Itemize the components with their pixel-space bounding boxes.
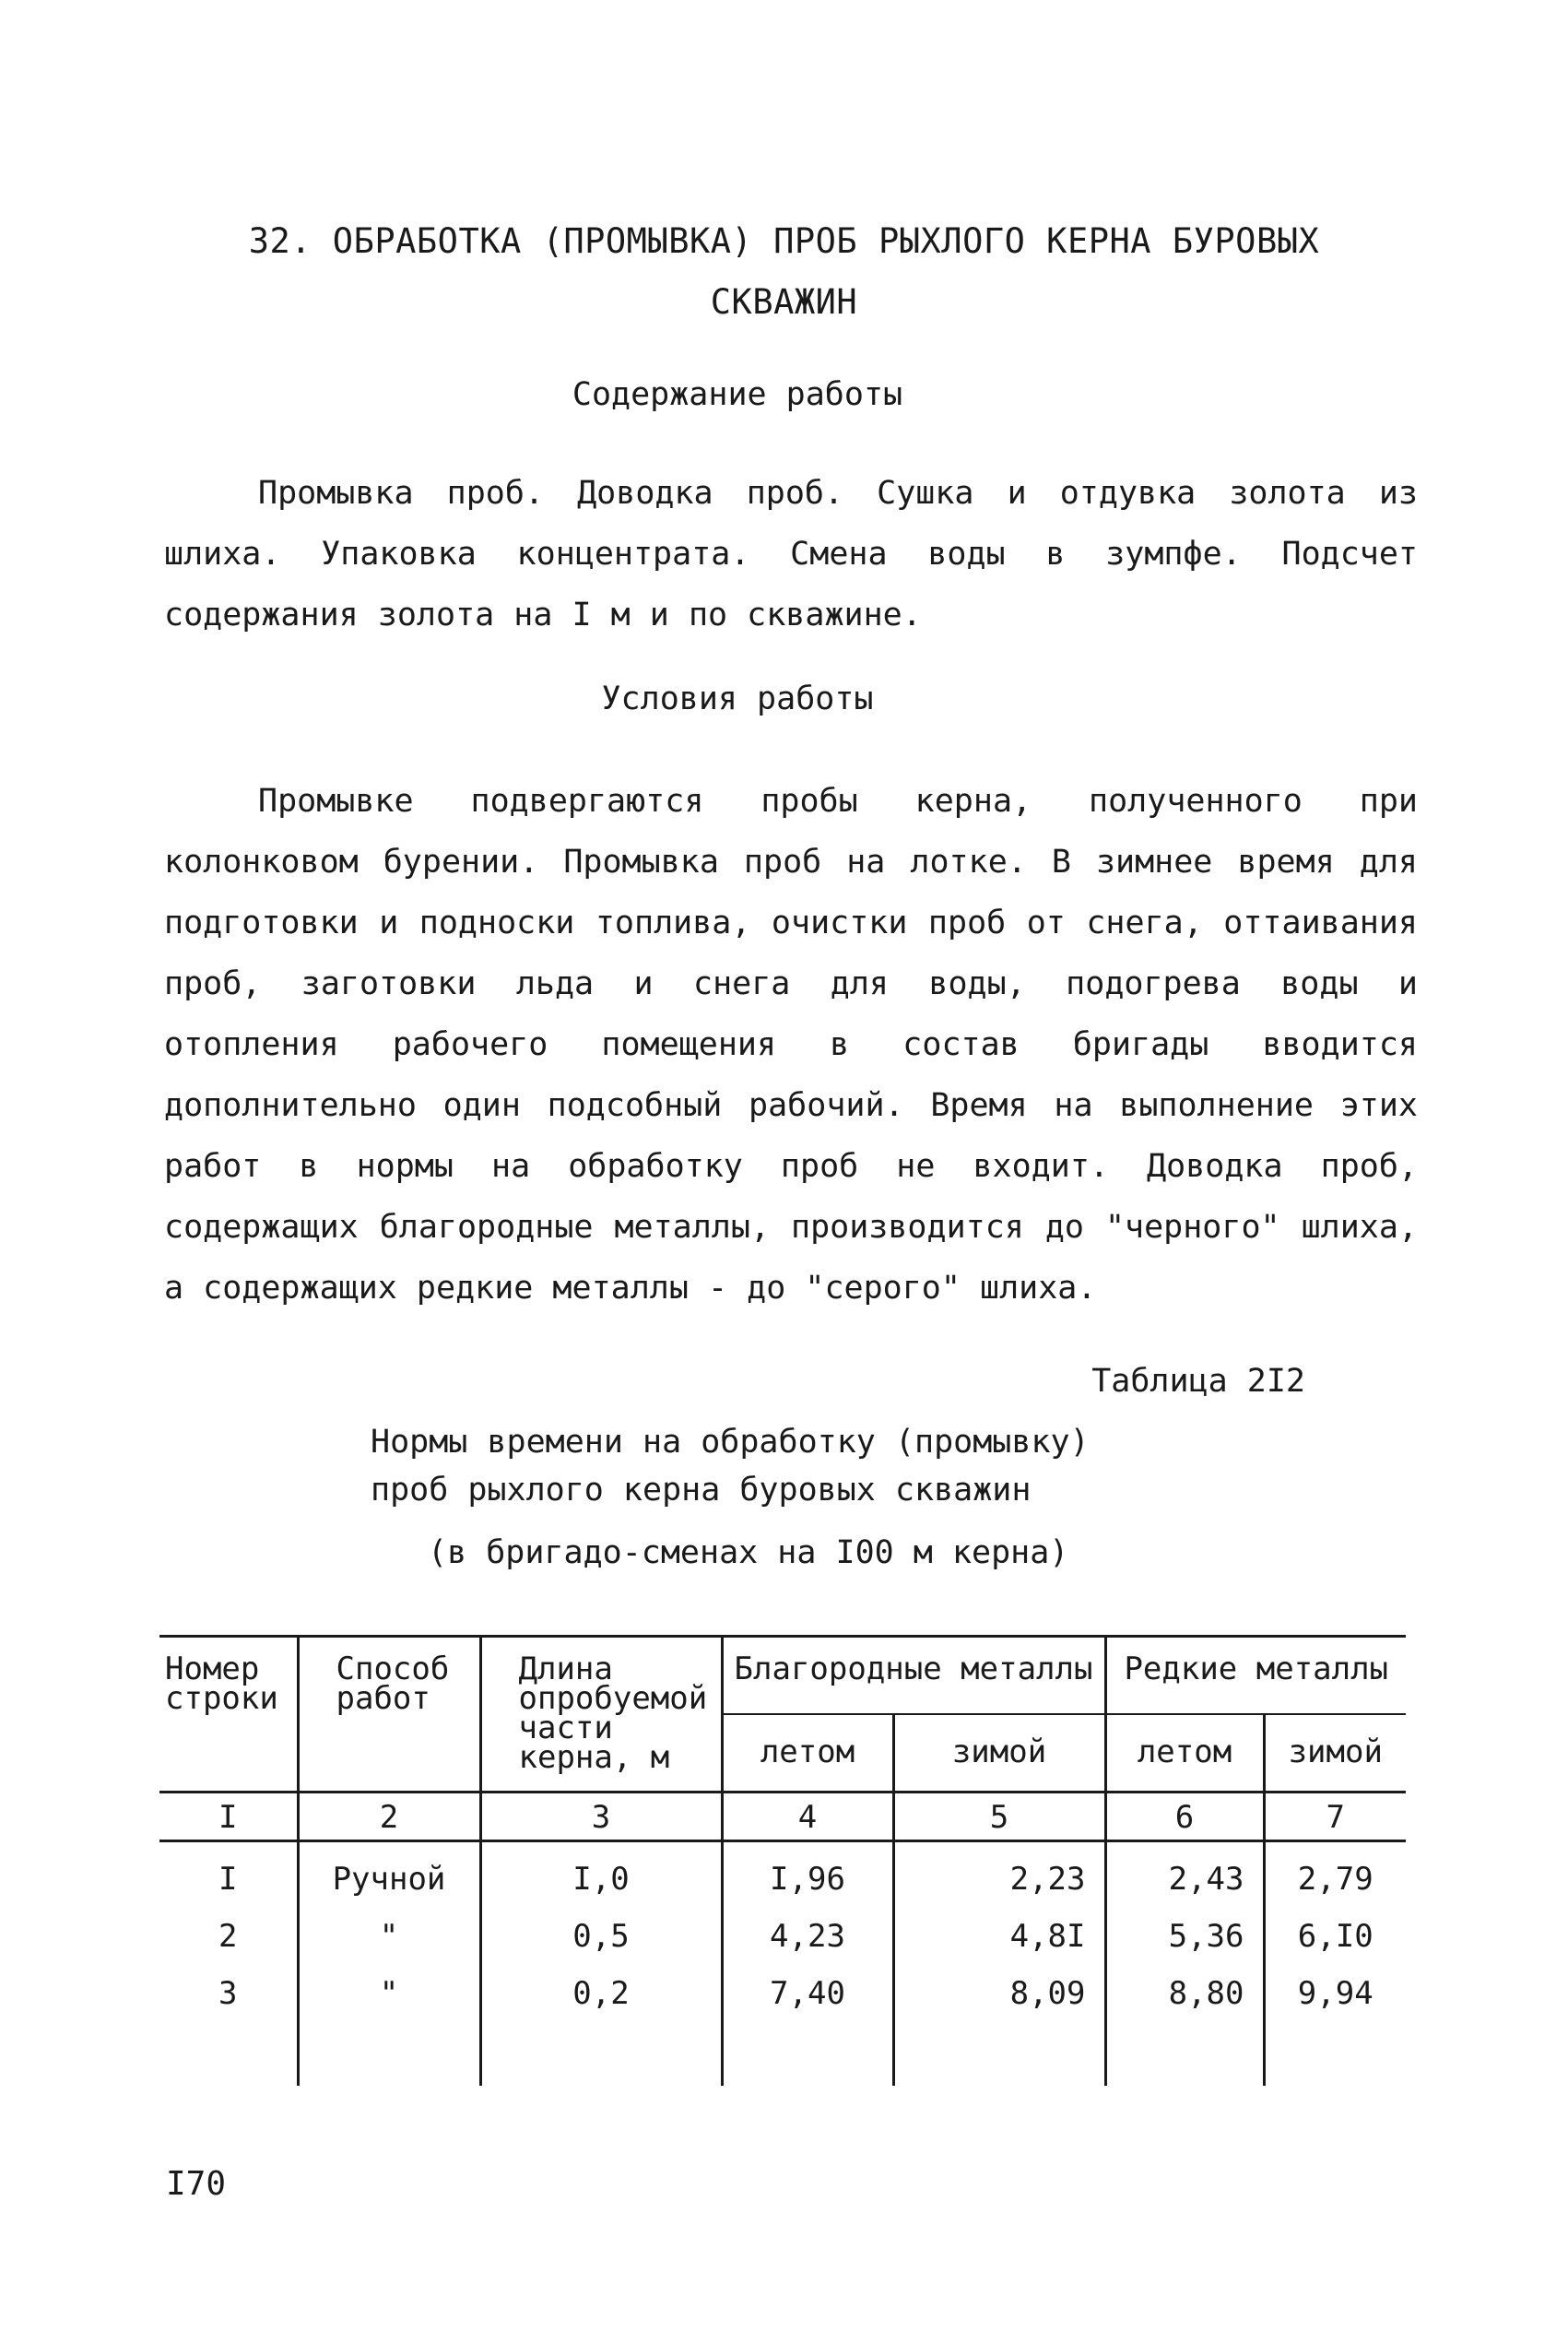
cell-length: 0,2 [480, 1955, 722, 2086]
table-label: Таблица 2I2 [1091, 1363, 1305, 1400]
cell-noble-winter: 4,8I [893, 1898, 1105, 1955]
content-heading: Содержание работы [572, 376, 903, 413]
table-row [159, 1898, 1406, 1955]
header-noble-summer: летом [722, 1714, 893, 1793]
conditions-paragraph [164, 771, 1418, 1319]
header-rare-winter: зимой [1264, 1714, 1406, 1793]
cell-noble-winter: 2,23 [893, 1841, 1105, 1899]
cell-rare-summer: 2,43 [1105, 1841, 1264, 1899]
cell-row-number: I [218, 1861, 238, 1898]
column-number-5: 5 [893, 1793, 1105, 1841]
cell-method: " [298, 1898, 480, 1955]
cell-noble-summer: 7,40 [722, 1955, 893, 2086]
header-length: Длина опробуемой части керна, м [480, 1637, 722, 1793]
table-caption-line3: (в бригадо-сменах на I00 м керна) [428, 1534, 1069, 1571]
column-number-1: I [218, 1799, 238, 1836]
page-number: I70 [166, 2165, 227, 2203]
header-noble-metals: Благородные металлы [722, 1637, 1105, 1715]
column-number-4: 4 [722, 1793, 893, 1841]
header-rare-summer: летом [1105, 1714, 1264, 1793]
column-number-7: 7 [1264, 1793, 1406, 1841]
cell-method: Ручной [298, 1841, 480, 1899]
cell-row-number: 2 [218, 1918, 238, 1955]
table-caption-line1: Нормы времени на обработку (промывку) [371, 1424, 1090, 1461]
header-row-number: Номер строки [165, 1651, 278, 1717]
cell-method: " [298, 1955, 480, 2086]
content-text: Промывка проб. Доводка проб. Сушка и отдувка золота из шлиха. Упаковка концентрата. Смена воды в зумпфе. Подсчет содержания золота на I м и по скважине. [164, 475, 1418, 633]
section-title-line2: СКВАЖИН [710, 282, 858, 322]
content-paragraph [164, 463, 1418, 645]
norms-table [159, 1635, 1406, 2086]
cell-row-number: 3 [218, 1975, 238, 2012]
cell-length: I,0 [480, 1841, 722, 1899]
cell-length: 0,5 [480, 1898, 722, 1955]
table-caption-line2: проб рыхлого керна буровых скважин [371, 1472, 1032, 1509]
section-title-line1: 32. ОБРАБОТКА (ПРОМЫВКА) ПРОБ РЫХЛОГО КЕРНА БУРОВЫХ [248, 221, 1320, 261]
cell-rare-summer: 8,80 [1105, 1955, 1264, 2086]
cell-rare-winter: 9,94 [1264, 1955, 1406, 2086]
column-number-3: 3 [480, 1793, 722, 1841]
header-rare-metals: Редкие металлы [1105, 1637, 1406, 1715]
cell-noble-summer: I,96 [722, 1841, 893, 1899]
cell-rare-winter: 6,I0 [1264, 1898, 1406, 1955]
column-number-2: 2 [298, 1793, 480, 1841]
header-noble-winter: зимой [893, 1714, 1105, 1793]
cell-noble-summer: 4,23 [722, 1898, 893, 1955]
column-number-6: 6 [1105, 1793, 1264, 1841]
cell-noble-winter: 8,09 [893, 1955, 1105, 2086]
conditions-heading: Условия работы [601, 680, 874, 717]
cell-rare-summer: 5,36 [1105, 1898, 1264, 1955]
cell-rare-winter: 2,79 [1264, 1841, 1406, 1899]
header-method: Способ работ [298, 1637, 480, 1793]
table-row [159, 1955, 1406, 2086]
conditions-text: Промывке подвергаются пробы керна, полученного при колонковом бурении. Промывка проб на лотке. В зимнее время для подготовки и подноски топлива, очистки проб от снега, оттаивания проб, заготовки льда и снега для воды, подогрева воды и отопления рабочего помещения в состав бригады вводится дополнительно один подсобный рабочий. Время на выполнение этих работ в нормы на обработку проб не входит. Доводка проб, содержащих благородные металлы, производится до "черного" шлиха, а содержащих редкие металлы - до "серого" шлиха. [164, 783, 1418, 1307]
table-row [159, 1841, 1406, 1899]
